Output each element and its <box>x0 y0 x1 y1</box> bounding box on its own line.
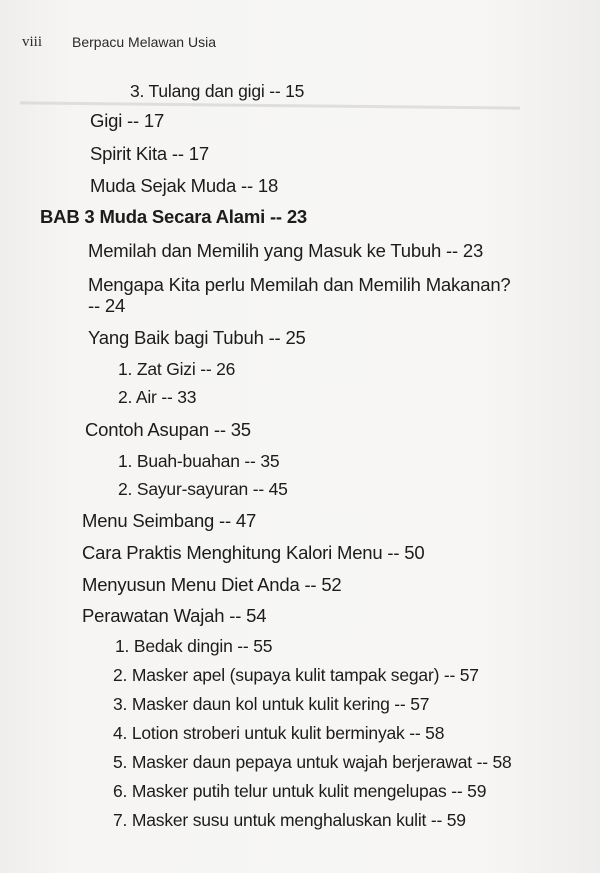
toc-entry: Muda Sejak Muda -- 18 <box>90 175 279 196</box>
toc-entry: 7. Masker susu untuk menghaluskan kulit -- 59 <box>113 810 466 830</box>
toc-entry: 1. Buah-buahan -- 35 <box>118 451 280 471</box>
toc-entry: Perawatan Wajah -- 54 <box>82 605 267 626</box>
toc-entry: 1. Zat Gizi -- 26 <box>118 359 236 379</box>
toc-chapter: BAB 3 Muda Secara Alami -- 23 <box>40 206 307 227</box>
toc-entry: Gigi -- 17 <box>90 110 165 131</box>
toc-entry: Menyusun Menu Diet Anda -- 52 <box>82 574 342 595</box>
toc-entry: 2. Masker apel (supaya kulit tampak segar) -- 57 <box>113 665 479 685</box>
toc-entry: 2. Sayur-sayuran -- 45 <box>118 479 288 499</box>
toc-entry: 5. Masker daun pepaya untuk wajah berjerawat -- 58 <box>113 752 512 772</box>
toc-entry: 6. Masker putih telur untuk kulit mengelupas -- 59 <box>113 781 487 801</box>
toc-entry: Yang Baik bagi Tubuh -- 25 <box>88 327 306 348</box>
toc-entry: 1. Bedak dingin -- 55 <box>115 636 273 656</box>
toc-entry: Mengapa Kita perlu Memilah dan Memilih Makanan? <box>88 274 511 295</box>
toc-entry: 3. Tulang dan gigi -- 15 <box>130 81 305 101</box>
toc-entry: 3. Masker daun kol untuk kulit kering -- 57 <box>113 694 430 714</box>
running-header <box>22 34 216 51</box>
book-title: Berpacu Melawan Usia <box>72 34 216 50</box>
toc-entry: Spirit Kita -- 17 <box>90 143 209 164</box>
toc-entry: -- 24 <box>88 295 126 316</box>
toc-entry: Cara Praktis Menghitung Kalori Menu -- 50 <box>82 542 425 563</box>
toc-entry: Menu Seimbang -- 47 <box>82 510 257 531</box>
toc-entry: Contoh Asupan -- 35 <box>85 419 251 440</box>
toc-entry: 4. Lotion stroberi untuk kulit berminyak -- 58 <box>113 723 445 743</box>
page-number: viii <box>22 34 43 50</box>
toc-entry: Memilah dan Memilih yang Masuk ke Tubuh -- 23 <box>88 240 484 261</box>
toc-entry: 2. Air -- 33 <box>118 387 197 407</box>
bleed-through-rule <box>20 101 520 109</box>
